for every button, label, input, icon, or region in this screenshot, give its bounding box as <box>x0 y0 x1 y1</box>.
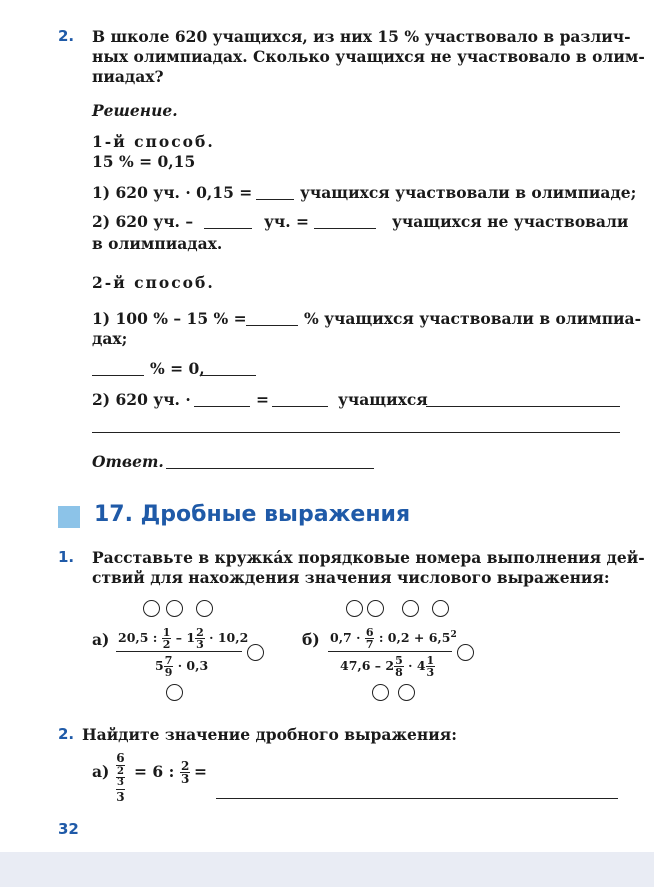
task-number: 2. <box>58 27 75 45</box>
answer-blank[interactable] <box>272 393 328 407</box>
order-circle[interactable] <box>372 684 389 701</box>
task-text-line: Найдите значение дробного выражения: <box>82 725 457 744</box>
step-text: = <box>256 390 269 409</box>
section-marker <box>58 506 80 528</box>
order-circle[interactable] <box>398 684 415 701</box>
fraction-bar <box>328 651 452 652</box>
answer-blank[interactable] <box>194 393 250 407</box>
expression-b-numerator: 0,7 · $\frac{6}{7}$ : $0,2 + 6,5^2$ <box>330 626 457 651</box>
order-circle[interactable] <box>346 600 363 617</box>
answer-blank[interactable] <box>200 362 256 376</box>
expression-a-denominator: 5 $\frac{7}{9}$ · 0,3 <box>155 654 209 679</box>
page-footer-band <box>0 852 654 887</box>
answer-blank[interactable] <box>314 215 376 229</box>
sub-task-label: б) <box>302 630 320 649</box>
order-circle[interactable] <box>166 684 183 701</box>
expression-a-numerator: 20,5 : $\frac{1}{2}$ – 1 $\frac{2}{3}$ · 10,2 <box>118 626 249 651</box>
answer-blank[interactable] <box>92 362 144 376</box>
page-number: 32 <box>58 820 79 838</box>
step-text: 2) 620 уч. · <box>92 390 191 409</box>
task-text-line: ствий для нахождения значения числового выражения: <box>92 568 610 587</box>
answer-blank[interactable] <box>426 393 620 407</box>
sub-task-label: а) <box>92 762 110 781</box>
task-text-line: ных олимпиадах. Сколько учащихся не участвовало в олим- <box>92 47 645 66</box>
answer-blank[interactable] <box>246 312 298 326</box>
method-1-heading: 1-й способ. <box>92 132 215 151</box>
equation-text: = 6 : <box>134 762 175 781</box>
order-circle[interactable] <box>457 644 474 661</box>
task-number: 2. <box>58 725 75 743</box>
fraction-bar <box>116 651 242 652</box>
step-text: учащихся участвовали в олимпиаде; <box>300 183 637 202</box>
task-text-line: пиадах? <box>92 67 164 86</box>
equation-text: = <box>194 762 207 781</box>
step-text: 2) 620 уч. – <box>92 212 194 231</box>
order-circle[interactable] <box>432 600 449 617</box>
step-text: учащихся не участвовали <box>392 212 629 231</box>
answer-blank[interactable] <box>256 186 294 200</box>
answer-blank[interactable] <box>204 215 252 229</box>
method-2-heading: 2-й способ. <box>92 273 215 292</box>
step-text: 1) 620 уч. · 0,15 = <box>92 183 253 202</box>
step-text: дах; <box>92 329 128 348</box>
step-text: % = 0, <box>150 359 205 378</box>
step-text: учащихся <box>338 390 428 409</box>
step-text: уч. = <box>264 212 310 231</box>
step-text: 1) 100 % – 15 % = <box>92 309 247 328</box>
section-title: 17. Дробные выражения <box>94 502 411 527</box>
solution-label: Решение. <box>92 101 178 120</box>
task-number: 1. <box>58 548 75 566</box>
complex-fraction: 6 2 3 3 <box>116 751 125 804</box>
answer-blank[interactable] <box>166 455 374 469</box>
order-circle[interactable] <box>247 644 264 661</box>
step-text: в олимпиадах. <box>92 234 223 253</box>
task-text-line: Расставьте в кружка́х порядковые номера выполнения дей- <box>92 548 645 567</box>
order-circle[interactable] <box>402 600 419 617</box>
fraction: $\frac{2}{3}$ <box>181 759 190 786</box>
expression-b-denominator: 47,6 – 2 $\frac{5}{8}$ · 4 $\frac{1}{3}$ <box>340 654 435 679</box>
sub-task-label: а) <box>92 630 110 649</box>
answer-line[interactable] <box>92 419 620 433</box>
order-circle[interactable] <box>367 600 384 617</box>
order-circle[interactable] <box>166 600 183 617</box>
order-circle[interactable] <box>196 600 213 617</box>
step-text: % учащихся участвовали в олимпиа- <box>304 309 642 328</box>
order-circle[interactable] <box>143 600 160 617</box>
answer-line[interactable] <box>216 785 618 799</box>
percent-equation: 15 % = 0,15 <box>92 152 196 171</box>
answer-label: Ответ. <box>92 452 164 471</box>
task-text-line: В школе 620 учащихся, из них 15 % участвовало в различ- <box>92 27 631 46</box>
